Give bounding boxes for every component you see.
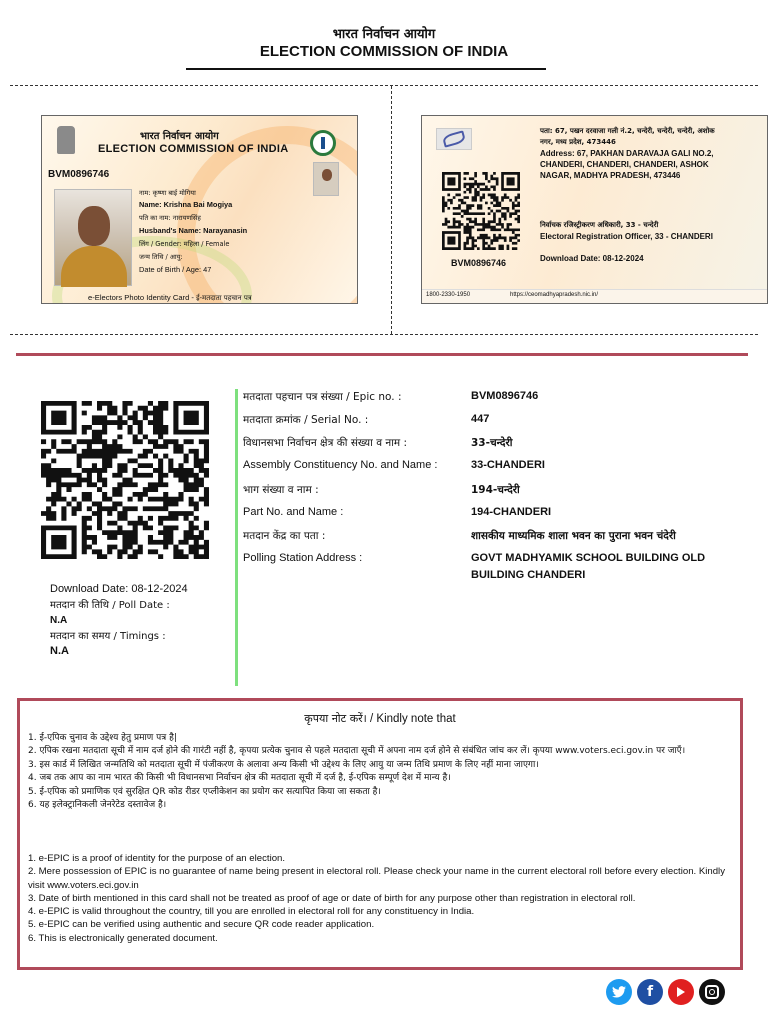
- polling-station-label: Polling Station Address :: [243, 552, 363, 564]
- notice-item: 6. यह इलेक्ट्रानिकली जेनरेटेड दस्तावेज है।: [28, 800, 167, 811]
- notice-item: 2. Mere possession of EPIC is no guarantee of name being present in electoral roll. Please check your name in the current electoral roll before every election. Kindly visit www.voters.eci.gov.in: [28, 866, 725, 891]
- helpline-number: 1800-2330-1950: [426, 292, 471, 298]
- notice-item: 3. इस कार्ड में लिखित जन्मतिथि को मतदाता सूची में पंजीकरण के अलावा अन्य किसी भी उद्देश्य के लिए आयु या जन्म तिथि प्रमाण के लिए नहीं माना जाएगा।: [28, 759, 539, 770]
- serial-no-label: मतदाता क्रमांक / Serial No. :: [243, 414, 369, 426]
- voter-photo: [54, 189, 132, 286]
- youtube-icon[interactable]: [668, 979, 694, 1005]
- header-underline: [186, 68, 546, 70]
- header-title-english: ELECTION COMMISSION OF INDIA: [259, 43, 509, 60]
- husband-name-hindi: पति का नाम: नारायणसिंह: [139, 214, 201, 222]
- back-epic-number: BVM0896746: [451, 258, 507, 268]
- assembly-label: Assembly Constituency No. and Name :: [243, 459, 438, 471]
- address-block: [540, 126, 730, 181]
- name-english: Name: Krishna Bai Mogiya: [139, 200, 233, 209]
- website-link[interactable]: https://ceomadhyapradesh.nic.in/: [510, 292, 599, 298]
- poll-date-label: मतदान की तिथि / Poll Date :: [50, 599, 170, 611]
- card-footer-english: e-Electors Photo Identity Card -: [88, 293, 197, 302]
- notice-list-hindi: [28, 732, 728, 812]
- twitter-icon[interactable]: [606, 979, 632, 1005]
- gender: लिंग / Gender: महिला / Female: [139, 240, 230, 248]
- part-value: 194-CHANDERI: [471, 506, 552, 518]
- document-header: [0, 24, 768, 60]
- ero-hindi: निर्वाचक रजिस्ट्रीकरण अधिकारी, 33 - चन्देरी: [540, 221, 659, 229]
- notice-item: 3. Date of birth mentioned in this card shall not be treated as proof of age or date of birth for any purpose other than registration in electoral roll.: [28, 892, 636, 904]
- poll-info: [50, 582, 188, 660]
- timings-label: मतदान का समय / Timings :: [50, 630, 166, 642]
- cut-line-vertical: [391, 86, 392, 334]
- notice-item: 1. e-EPIC is a proof of identity for the purpose of an election.: [28, 853, 286, 864]
- polling-station-label-hindi: मतदान केंद्र का पता :: [243, 530, 326, 542]
- part-label-hindi: भाग संख्या व नाम :: [243, 484, 319, 496]
- polling-station-value: GOVT MADHYAMIK SCHOOL BUILDING OLD BUILDING CHANDERI: [471, 552, 706, 581]
- part-value-hindi: 194-चन्देरी: [471, 484, 520, 496]
- notice-list-english: [28, 852, 728, 945]
- notice-item: 1. ई-एपिक चुनाव के उद्देश्य हेतु प्रमाण पत्र है|: [28, 733, 177, 743]
- notice-box: [17, 698, 743, 970]
- front-epic-number: BVM0896746: [48, 169, 110, 180]
- assembly-value-hindi: 33-चन्देरी: [471, 437, 513, 449]
- voter-photo-small: [313, 162, 339, 196]
- card-footer-hindi: ई-मतदाता पहचान पत्र: [196, 294, 252, 302]
- eci-logo-icon: [310, 130, 336, 156]
- dob-age: Date of Birth / Age: 47: [139, 265, 212, 274]
- notice-title: [20, 711, 740, 726]
- address-hindi: पता: 67, पखन दरवाजा गली नं.2, चन्देरी, चन्देरी, चन्देरी, अशोक नगर, मध्य प्रदेश, 473446: [540, 127, 715, 146]
- address-english: Address: 67, PAKHAN DARAVAJA GALI NO.2, CHANDERI, CHANDERI, CHANDERI, ASHOK NAGAR, MADHYA PRADESH, 473446: [540, 149, 714, 180]
- card-qr-code: [442, 172, 520, 250]
- part-label: Part No. and Name :: [243, 506, 344, 518]
- details-qr-code: [41, 401, 209, 559]
- timings-value: N.A: [50, 645, 69, 657]
- notice-title-hindi: कृपया नोट करें।: [304, 712, 367, 725]
- serial-no-value: 447: [471, 413, 490, 425]
- national-emblem-icon: [57, 126, 75, 154]
- instagram-icon[interactable]: [699, 979, 725, 1005]
- section-divider: [16, 353, 748, 356]
- notice-item: 5. ई-एपिक को प्रमाणिक एवं सुरक्षित QR कोड रीडर एप्लीकेशन का प्रयोग कर सत्यापित किया जा सकता है।: [28, 786, 381, 797]
- notice-item: 6. This is electronically generated document.: [28, 932, 218, 944]
- notice-item: 5. e-EPIC can be verified using authentic and secure QR code reader application.: [28, 919, 375, 931]
- officer-signature: [436, 128, 472, 150]
- epic-card-back: [421, 115, 768, 304]
- assembly-label-hindi: विधानसभा निर्वाचन क्षेत्र की संख्या व नाम :: [243, 437, 408, 449]
- notice-item: 4. e-EPIC is valid throughout the country, till you are enrolled in electoral roll for any constituency in India.: [28, 906, 475, 918]
- husband-name-english: Husband's Name: Narayanasin: [139, 226, 248, 235]
- details-vertical-divider: [235, 389, 238, 686]
- notice-title-english: / Kindly note that: [366, 713, 456, 725]
- notice-item: 2. एपिक रखना मतदाता सूची में नाम दर्ज होने की गारंटी नहीं है, कृपया प्रत्येक चुनाव से पहले मतदाता सूची में अपना नाम दर्ज होने से संबंधित जांच कर लें। कृपया www.voters.eci.gov.in पर जाएँ।: [28, 746, 686, 757]
- ero-block: [540, 220, 740, 242]
- dob-hindi: जन्म तिथि / आयु:: [139, 253, 183, 261]
- cut-line-bottom: [10, 334, 758, 335]
- facebook-glyph: f: [646, 984, 654, 1000]
- poll-date-value: N.A: [50, 615, 68, 626]
- notice-item: 4. जब तक आप का नाम भारत की किसी भी विधानसभा निर्वाचन क्षेत्र की मतदाता सूची में दर्ज है, ई-एपिक सम्पूर्ण देश में मान्य है।: [28, 773, 451, 784]
- name-hindi: नाम: कृष्णा बाई मोगिया: [139, 189, 196, 197]
- assembly-value: 33-CHANDERI: [471, 459, 545, 471]
- card-title-english: ELECTION COMMISSION OF INDIA: [98, 143, 289, 155]
- back-download-date: Download Date: 08-12-2024: [540, 254, 644, 263]
- header-title-hindi: भारत निर्वाचन आयोग: [332, 27, 436, 42]
- cut-line-top: [10, 85, 758, 86]
- card-footer: [88, 293, 252, 303]
- card-title-hindi: भारत निर्वाचन आयोग: [140, 131, 219, 142]
- epic-card-front: [41, 115, 358, 304]
- ero-english: Electoral Registration Officer, 33 - CHANDERI: [540, 232, 713, 241]
- polling-station-value-hindi: शासकीय माध्यमिक शाला भवन का पुराना भवन चंदेरी: [471, 530, 676, 542]
- epic-no-label: मतदाता पहचान पत्र संख्या / Epic no. :: [243, 391, 402, 403]
- epic-no-value: BVM0896746: [471, 390, 539, 402]
- facebook-icon[interactable]: [637, 979, 663, 1005]
- card-contact-bar: [422, 289, 767, 303]
- download-date: Download Date: 08-12-2024: [50, 583, 188, 595]
